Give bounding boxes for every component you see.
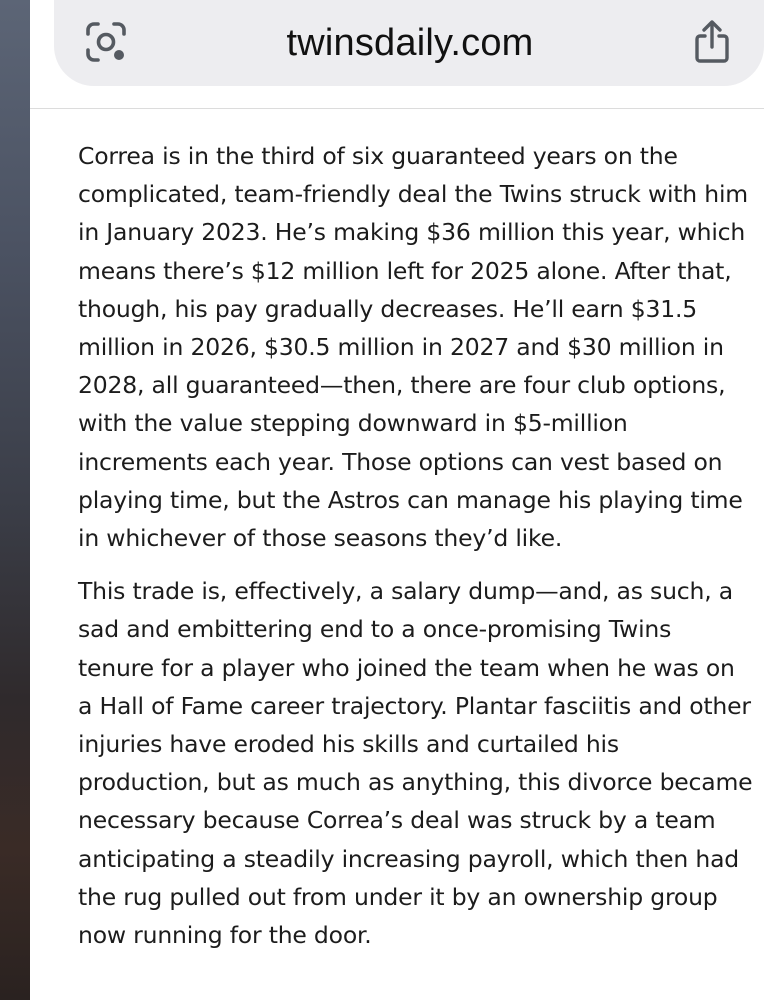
share-button[interactable] [690, 20, 734, 68]
url-text[interactable]: twinsdaily.com [286, 22, 534, 64]
share-icon [692, 19, 732, 70]
article-paragraph: This trade is, effectively, a salary dump—and, as such, a sad and embittering end to a once-promising Twins tenure for a player who joined the team when he was on a Hall of Fame career trajectory. Plantar fasciitis and other injuries have eroded his skills and curtailed his production, but as much as anything, this divorce became necessary because Correa’s deal was struck by a team anticipating a steadily increasing payroll, which then had the rug pulled out from under it by an ownership group now running for the door. [78, 577, 753, 950]
lens-button[interactable] [84, 22, 128, 66]
browser-viewport [30, 0, 764, 1000]
camera-lens-icon [84, 20, 128, 69]
article-body [78, 137, 754, 969]
adjacent-app-edge [0, 0, 30, 1000]
article-paragraph: Correa is in the third of six guaranteed years on the complicated, team-friendly deal the Twins struck with him in January 2023. He’s making $36 million this year, which means there’s $12 million left for 2025 alone. After that, though, his pay gradually decreases. He’ll earn $31.5 million in 2026, $30.5 million in 2027 and $30 million in 2028, all guaranteed—then, there are four club options, with the value stepping downward in $5-million increments each year. Those options can vest based on playing time, but the Astros can manage his playing time in whichever of those seasons they’d like. [78, 142, 748, 553]
toolbar-divider [30, 108, 764, 109]
